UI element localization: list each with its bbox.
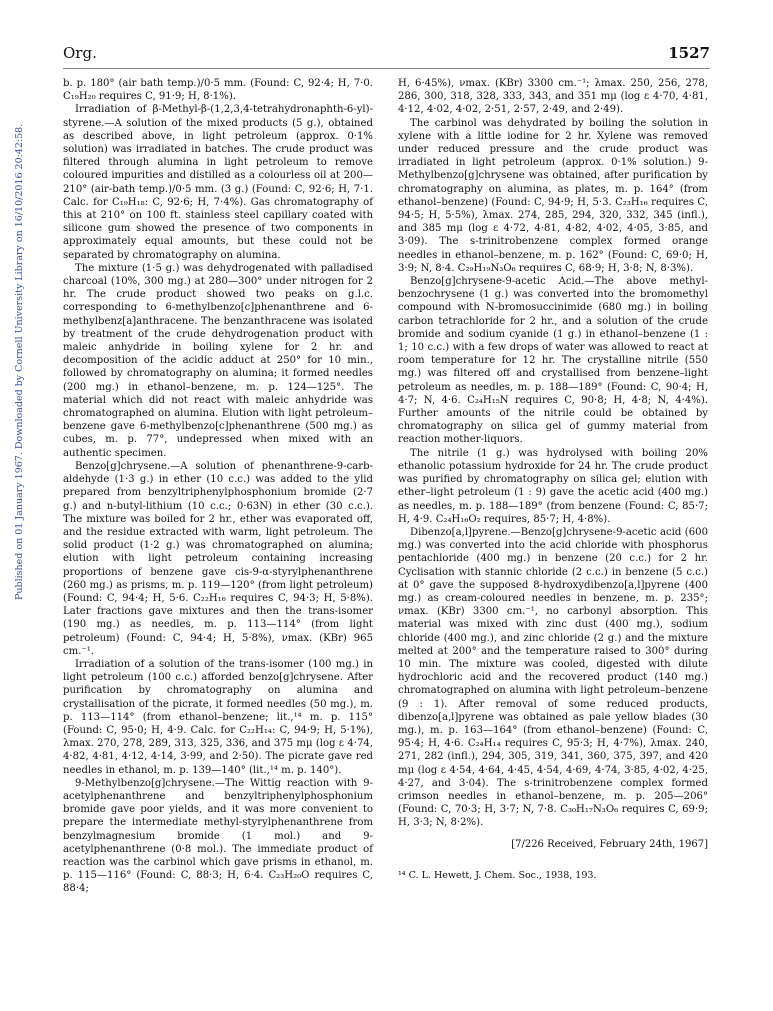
left-paragraph: The mixture (1·5 g.) was dehydrogenated with palladised charcoal (10%, 300 mg.) at 280—300° under nitrogen for 2 hr. The crude product showed two peaks on g.l.c. corresponding to 6-methylbenzo[c]phenanthrene and 6-methylbenz[a]anthracene. The benzanthracene was isolated by treatment of the crude dehydrogenation product with maleic anhydride in boiling xylene for 2 hr. and decomposition of the acidic adduct at 250° for 10 min., followed by chromatography on alumina; it formed needles (200 mg.) in ethanol–benzene, m. p. 124—125°. The material which did not react with maleic anhydride was chromatographed on alumina. Elution with light petroleum–benzene gave 6-methylbenzo[c]phenanthrene (500 mg.) as cubes, m. p. 77°, undepressed when mixed with an authentic specimen. (63, 262, 373, 459)
left-paragraph: b. p. 180° (air bath temp.)/0·5 mm. (Found: C, 92·4; H, 7·0. C₁₉H₂₀ requires C, 91·9; H, 8·1%). (63, 78, 373, 103)
left-paragraph: Irradiation of β-Methyl-β-(1,2,3,4-tetrahydronaphth-6-yl)-styrene.—A solution of the mixed products (5 g.), obtained as described above, in light petroleum (approx. 0·1% solution) was irradiated in batches. The crude product was filtered through alumina in light petroleum to remove coloured impurities and distilled as a colourless oil at 200—210° (air-bath temp.)/0·5 mm. (3 g.) (Found: C, 92·6; H, 7·1. Calc. for C₁₉H₁₈: C, 92·6; H, 7·4%). Gas chromatography of this at 210° on 100 ft. stainless steel capillary coated with silicone gum showed the presence of two components in approximately equal amounts, but these could not be separated by chromatography on alumina. (63, 104, 373, 261)
reference-footnote: ¹⁴ C. L. Hewett, J. Chem. Soc., 1938, 193. (398, 869, 597, 881)
download-watermark-text: Published on 01 January 1967. Downloaded by Cornell University Library on 16/10/2016 20:42:58. (14, 123, 25, 600)
right-paragraphs (398, 77, 708, 830)
right-paragraph: Dibenzo[a,l]pyrene.—Benzo[g]chrysene-9-acetic acid (600 mg.) was converted into the acid chloride with phosphorus pentachloride (400 mg.) in benzene (20 c.c.) for 2 hr. Cyclisation with stannic chloride (2 c.c.) in benzene (5 c.c.) at 0° gave the supposed 8-hydroxydibenzo[a,l]pyrene (400 mg.) as cream-coloured needles in benzene, m. p. 235°; νmax. (KBr) 3300 cm.⁻¹, no carbonyl absorption. This material was mixed with zinc dust (400 mg.), sodium chloride (400 mg.), and zinc chloride (2 g.) and the mixture melted at 200° and the temperature raised to 300° during 10 min. The mixture was cooled, digested with dilute hydrochloric acid and the recovered product (140 mg.) chromatographed on alumina with light petroleum–benzene (9 : 1). After removal of some reduced products, dibenzo[a,l]pyrene was obtained as pale yellow blades (30 mg.), m. p. 163—164° (from ethanol–benzene) (Found: C, 95·4; H, 4·6. C₂₄H₁₄ requires C, 95·3; H, 4·7%), λmax. 240, 271, 282 (infl.), 294, 305, 319, 341, 360, 375, 397, and 420 mμ (log ε 4·54, 4·64, 4·45, 4·54, 4·69, 4·74, 3·85, 4·02, 4·25, 4·27, and 3·04). The s-trinitrobenzene complex formed crimson needles in ethanol–benzene, m. p. 205—206° (Found: C, 70·3; H, 3·7; N, 7·8. C₃₀H₁₇N₃O₆ requires C, 69·9; H, 3·3; N, 8·2%). (398, 526, 708, 829)
left-paragraph: 9-Methylbenzo[g]chrysene.—The Wittig reaction with 9-acetylphenanthrene and benzyltriphenylphosphonium bromide gave poor yields, and it was more convenient to prepare the intermediate methyl-styrylphenanthrene from benzylmagnesium bromide (1 mol.) and 9-acetylphenanthrene (0·8 mol.). The immediate product of reaction was the carbinol which gave prisms in ethanol, m. p. 115—116° (Found: C, 88·3; H, 6·4. C₂₃H₂₀O requires C, 88·4; (63, 777, 373, 895)
right-paragraph: The carbinol was dehydrated by boiling the solution in xylene with a little iodine for 2 hr. Xylene was removed under reduced pressure and the crude product was irradiated in light petroleum (approx. 0·1% solution.) 9-Methylbenzo[g]chrysene was obtained, after purification by chromatography on alumina, as plates, m. p. 164° (from ethanol–benzene) (Found: C, 94·9; H, 5·3. C₂₃H₁₆ requires C, 94·5; H, 5·5%), λmax. 274, 285, 294, 320, 332, 345 (infl.), and 385 mμ (log ε 4·72, 4·81, 4·82, 4·02, 4·05, 3·85, and 3·09). The s-trinitrobenzene complex formed orange needles in ethanol–benzene, m. p. 162° (Found: C, 69·0; H, 3·9; N, 8·4. C₂₉H₁₉N₃O₆ requires C, 68·9; H, 3·8; N, 8·3%). (398, 117, 708, 274)
page-number: 1527 (668, 44, 710, 62)
received-signature: [7/226 Received, February 24th, 1967] (511, 838, 708, 850)
header-rule (63, 68, 710, 69)
right-paragraph: H, 6·45%), νmax. (KBr) 3300 cm.⁻¹; λmax. 250, 256, 278, 286, 300, 318, 328, 333, 343, and 351 mμ (log ε 4·70, 4·81, 4·12, 4·02, 4·02, 2·51, 2·57, 2·49, and 2·49). (398, 78, 708, 116)
journal-name: Org. (63, 44, 97, 62)
right-paragraph: Benzo[g]chrysene-9-acetic Acid.—The above methyl-benzochrysene (1 g.) was converted into the bromomethyl compound with N-bromosuccinimide (680 mg.) in boiling carbon tetrachloride for 2 hr., and a solution of the crude bromide and sodium cyanide (1 g.) in ethanol–benzene (1 : 1; 10 c.c.) with a few drops of water was allowed to react at room temperature for 12 hr. The crystalline nitrile (550 mg.) was filtered off and crystallised from benzene–light petroleum as needles, m. p. 188—189° (Found: C, 90·4; H, 4·7; N, 4·6. C₂₄H₁₅N requires C, 90·8; H, 4·8; N, 4·4%). Further amounts of the nitrile could be obtained by chromatography on silica gel of gummy material from reaction mother-liquors. (398, 276, 708, 446)
left-paragraph: Irradiation of a solution of the trans-isomer (100 mg.) in light petroleum (100 c.c.) afforded benzo[g]chrysene. After purification by chromatography on alumina and crystallisation of the picrate, it formed needles (50 mg.), m. p. 113—114° (from ethanol–benzene; lit.,¹⁴ m. p. 115° (Found: C, 95·0; H, 4·9. Calc. for C₂₂H₁₄: C, 94·9; H, 5·1%), λmax. 270, 278, 289, 313, 325, 336, and 375 mμ (log ε 4·74, 4·82, 4·81, 4·12, 4·14, 3·99, and 2·50). The picrate gave red needles in ethanol, m. p. 139—140° (lit.,¹⁴ m. p. 140°). (63, 658, 373, 776)
left-paragraph: Benzo[g]chrysene.—A solution of phenanthrene-9-carb-aldehyde (1·3 g.) in ether (10 c.c.) was added to the ylid prepared from benzyltriphenylphosphonium bromide (2·7 g.) and n-butyl-lithium (10 c.c.; 0·63N) in ether (30 c.c.). The mixture was boiled for 2 hr., ether was evaporated off, and the residue extracted with warm, light petroleum. The solid product (1·2 g.) was chromatographed on alumina; elution with light petroleum containing increasing proportions of benzene gave cis-9-α-styrylphenanthrene (260 mg.) as prisms, m. p. 119—120° (from light petroleum) (Found: C, 94·4; H, 5·6. C₂₂H₁₆ requires C, 94·3; H, 5·8%). Later fractions gave mixtures and then the trans-isomer (190 mg.) as needles, m. p. 113—114° (from light petroleum) (Found: C, 94·4; H, 5·8%), νmax. (KBr) 965 cm.⁻¹. (63, 460, 373, 657)
right-column (398, 77, 708, 882)
left-column (63, 77, 373, 896)
right-paragraph: The nitrile (1 g.) was hydrolysed with boiling 20% ethanolic potassium hydroxide for 24 hr. The crude product was purified by chromatography on silica gel; elution with ether–light petroleum (1 : 9) gave the acetic acid (400 mg.) as needles, m. p. 188—189° (from benzene (Found: C, 85·7; H, 4·9. C₂₄H₁₆O₂ requires, 85·7; H, 4·8%). (398, 447, 708, 525)
